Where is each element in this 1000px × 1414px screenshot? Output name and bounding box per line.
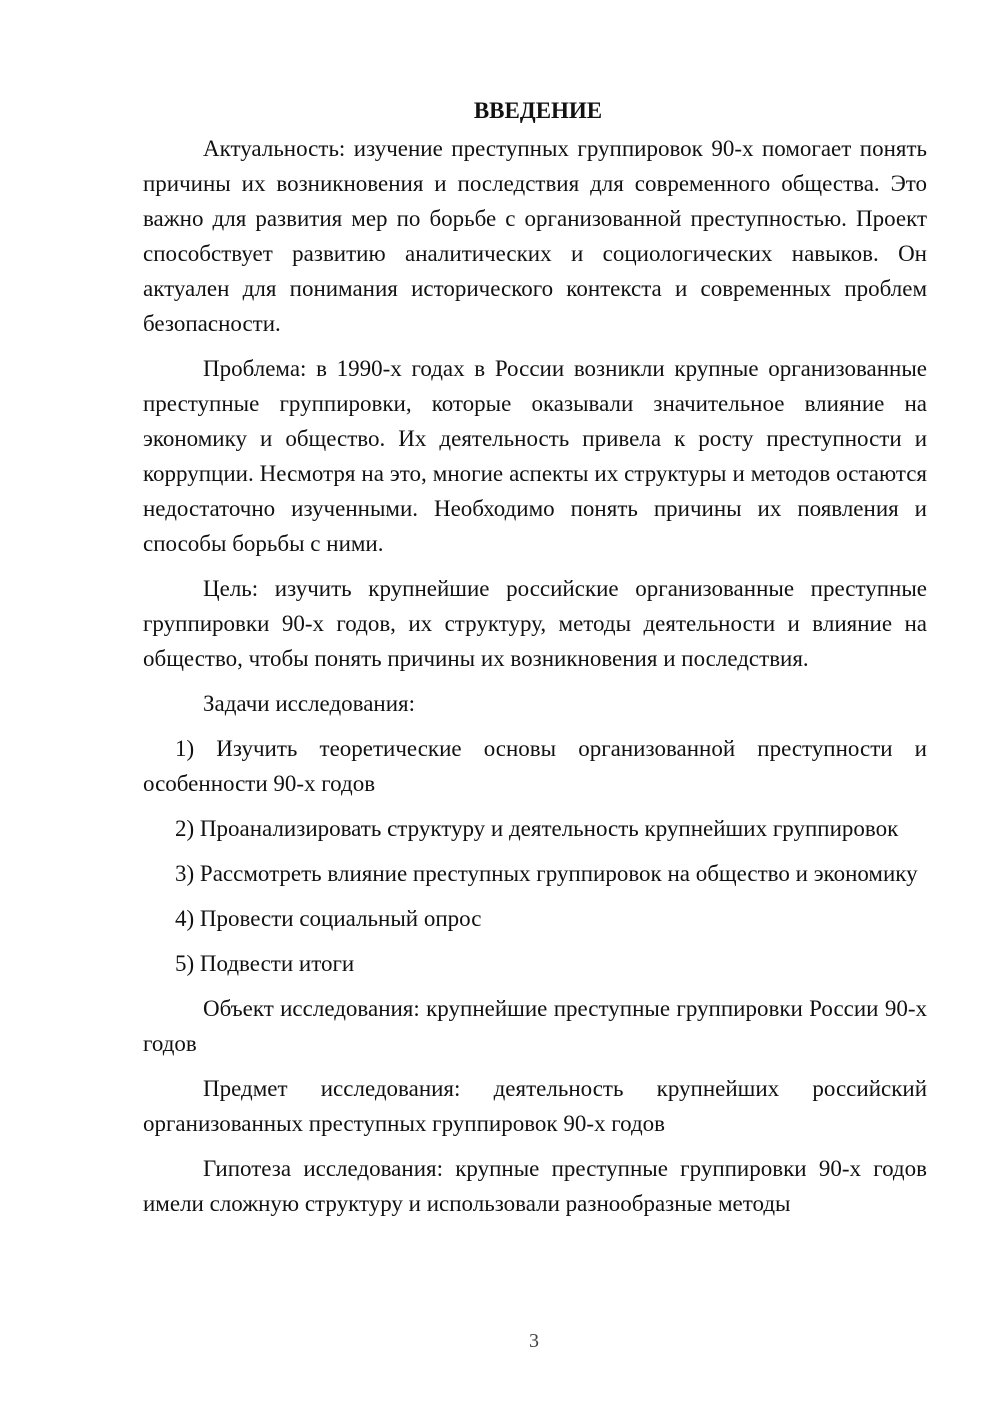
task-item-3: 3) Рассмотреть влияние преступных группировок на общество и экономику (175, 861, 918, 886)
task-item-2: 2) Проанализировать структуру и деятельность крупнейших группировок (175, 816, 899, 841)
page-content (143, 93, 927, 1221)
task-item-4: 4) Провести социальный опрос (175, 906, 482, 931)
subject-paragraph: Предмет исследования: деятельность крупнейших российский организованных преступных группировок 90-х годов (143, 1076, 927, 1136)
problem-paragraph: Проблема: в 1990-х годах в России возникли крупные организованные преступные группировки, которые оказывали значительное влияние на экономику и общество. Их деятельность привела к росту преступности и коррупции. Несмотря на это, многие аспекты их структуры и методов остаются недостаточно изученными. Необходимо понять причины их появления и способы борьбы с ними. (143, 356, 927, 556)
page-number: 3 (529, 1330, 539, 1352)
goal-paragraph: Цель: изучить крупнейшие российские организованные преступные группировки 90-х годов, их структуру, методы деятельности и влияние на общество, чтобы понять причины их возникновения и последствия. (143, 576, 927, 671)
task-item-1: 1) Изучить теоретические основы организованной преступности и особенности 90-х годов (143, 736, 927, 796)
task-item-5: 5) Подвести итоги (175, 951, 355, 976)
tasks-heading: Задачи исследования: (203, 691, 416, 716)
page-title: ВВЕДЕНИЕ (473, 98, 603, 123)
hypothesis-paragraph: Гипотеза исследования: крупные преступные группировки 90-х годов имели сложную структуру и использовали разнообразные методы (143, 1156, 927, 1216)
relevance-paragraph: Актуальность: изучение преступных группировок 90-х помогает понять причины их возникновения и последствия для современного общества. Это важно для развития мер по борьбе с организованной преступностью. Проект способствует развитию аналитических и социологических навыков. Он актуален для понимания исторического контекста и современных проблем безопасности. (143, 136, 927, 336)
object-paragraph: Объект исследования: крупнейшие преступные группировки России 90-х годов (143, 996, 927, 1056)
